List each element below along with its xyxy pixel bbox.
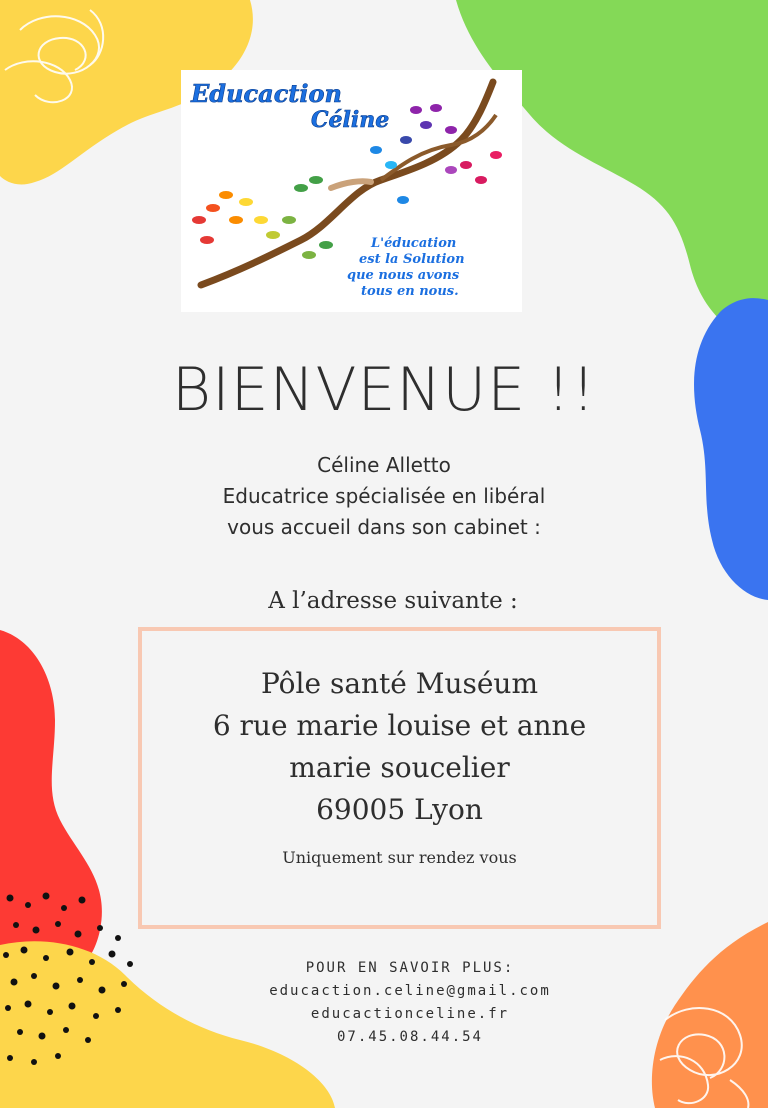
logo-slogan-line2: est la Solution xyxy=(359,252,465,267)
logo-slogan-line4: tous en nous. xyxy=(361,284,459,299)
logo-brand-line2: Céline xyxy=(311,107,390,133)
address-line4: 69005 Lyon xyxy=(316,793,483,826)
address-line3: marie soucelier xyxy=(289,751,510,784)
logo-slogan-line1: L'éducation xyxy=(371,236,457,251)
educaction-celine-logo xyxy=(181,70,522,312)
address-line1: Pôle santé Muséum xyxy=(260,667,539,700)
intro-role: Educatrice spécialisée en libéral xyxy=(222,484,546,508)
intro-name: Céline Alletto xyxy=(317,453,451,477)
contact-block xyxy=(0,957,768,1049)
logo-brand-line1: Educaction xyxy=(191,79,342,108)
logo-slogan-line3: que nous avons xyxy=(347,268,460,283)
contact-website: educactionceline.fr xyxy=(310,1006,510,1022)
contact-phone: 07.45.08.44.54 xyxy=(336,1029,483,1045)
contact-heading: POUR EN SAVOIR PLUS: xyxy=(305,960,515,976)
contact-email: educaction.celine@gmail.com xyxy=(269,983,551,999)
address-heading: A l’adresse suivante : xyxy=(268,588,518,614)
address-lines xyxy=(138,663,661,831)
address-line2: 6 rue marie louise et anne xyxy=(212,709,587,742)
page-title: BIENVENUE !! xyxy=(171,355,597,425)
logo-illustration xyxy=(181,70,522,312)
intro-text: vous accueil dans son cabinet : xyxy=(227,515,541,539)
intro-block xyxy=(0,450,768,543)
appointment-note: Uniquement sur rendez vous xyxy=(282,848,517,867)
